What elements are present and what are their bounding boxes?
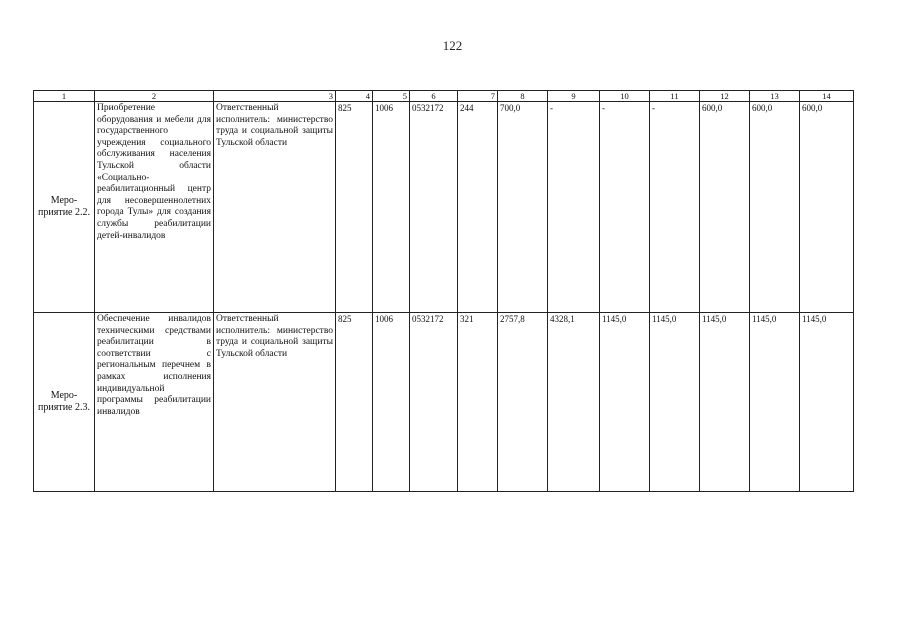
table-row: [34, 313, 854, 492]
page-number: 122: [442, 38, 463, 53]
col-header: 8: [498, 91, 548, 102]
activity-description: Приобретение оборудования и мебели для государственного учреждения социального обслуживания населения Тульской области «Социально-реабилитационный центр для несовершеннолетних города Тулы» для создания службы реабилитации детей-инвалидов: [95, 102, 214, 313]
value-cell: -: [548, 102, 600, 313]
col-header: 1: [34, 91, 95, 102]
value-cell: 244: [458, 102, 498, 313]
activity-label: Меро-приятие 2.3.: [34, 313, 95, 492]
activity-label: Меро-приятие 2.2.: [34, 102, 95, 313]
value-cell: 1145,0: [750, 313, 800, 492]
value-cell: 321: [458, 313, 498, 492]
value-cell: 2757,8: [498, 313, 548, 492]
col-header: 13: [750, 91, 800, 102]
value-cell: 600,0: [750, 102, 800, 313]
value-cell: 1145,0: [800, 313, 854, 492]
col-header: 14: [800, 91, 854, 102]
value-cell: 1145,0: [600, 313, 650, 492]
col-header: 6: [410, 91, 458, 102]
value-cell: 825: [336, 102, 373, 313]
value-cell: 825: [336, 313, 373, 492]
value-cell: 0532172: [410, 313, 458, 492]
col-header: 7: [458, 91, 498, 102]
value-cell: -: [650, 102, 700, 313]
col-header: 10: [600, 91, 650, 102]
table-row: [34, 102, 854, 313]
value-cell: 1006: [373, 313, 410, 492]
value-cell: 1006: [373, 102, 410, 313]
value-cell: 1145,0: [700, 313, 750, 492]
value-cell: 1145,0: [650, 313, 700, 492]
responsible-executor: Ответственный исполнитель: министерство труда и социальной защиты Тульской области: [214, 102, 336, 313]
col-header: 3: [214, 91, 336, 102]
col-header: 11: [650, 91, 700, 102]
col-header: 4: [336, 91, 373, 102]
value-cell: 600,0: [800, 102, 854, 313]
header-row: [34, 91, 854, 102]
col-header: 5: [373, 91, 410, 102]
activity-description: Обеспечение инвалидов техническими средствами реабилитации в соответствии с региональным перечнем в рамках исполнения индивидуальной программы реабилитации инвалидов: [95, 313, 214, 492]
col-header: 2: [95, 91, 214, 102]
value-cell: 700,0: [498, 102, 548, 313]
col-header: 12: [700, 91, 750, 102]
value-cell: -: [600, 102, 650, 313]
value-cell: 0532172: [410, 102, 458, 313]
col-header: 9: [548, 91, 600, 102]
budget-table: [33, 90, 854, 492]
responsible-executor: Ответственный исполнитель: министерство труда и социальной защиты Тульской области: [214, 313, 336, 492]
value-cell: 600,0: [700, 102, 750, 313]
value-cell: 4328,1: [548, 313, 600, 492]
